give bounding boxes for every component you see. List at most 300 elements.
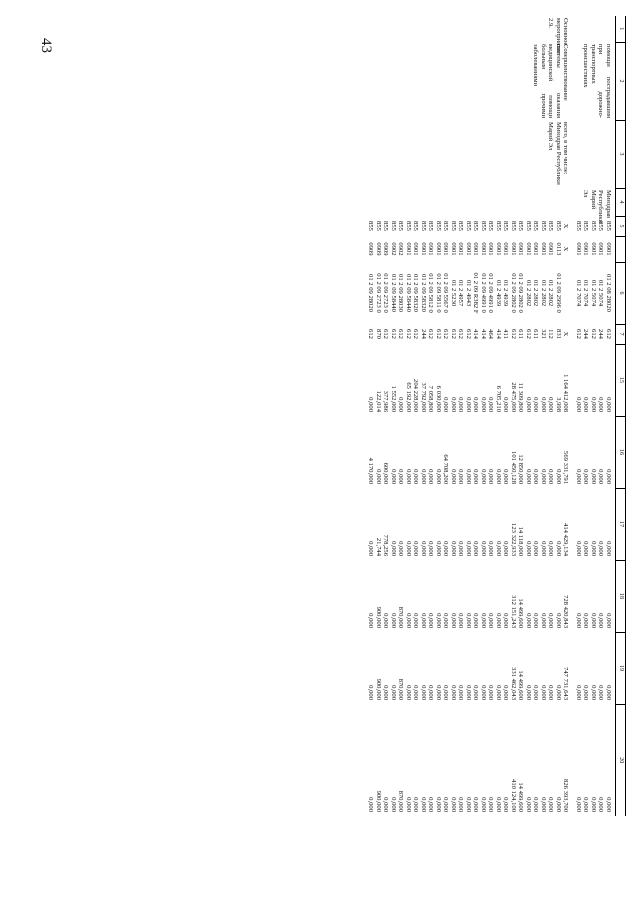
section-code-cell: 0901 <box>517 242 525 256</box>
section-code-cell: 0902 <box>390 242 397 256</box>
target-article-cell: 01 2 09 2723 0 <box>375 273 382 313</box>
gr-code-cell: 855 <box>510 221 517 231</box>
page-number: 43 <box>38 38 54 53</box>
amount-cell: 0,000 <box>582 797 590 812</box>
expense-type-cell: 321 <box>540 329 547 339</box>
expense-type-cell: 612 <box>382 329 390 339</box>
target-article-cell: 01 2 7074 <box>582 279 590 307</box>
expense-type-cell: 870 <box>375 329 382 339</box>
section-code-cell: 0901 <box>502 242 510 256</box>
amount-cell: 6 705,210 <box>495 385 502 412</box>
amount-cell: 0,000 <box>450 541 457 556</box>
amount-cell: 0,000 <box>540 397 547 412</box>
amount-cell: 14 499,600 <box>517 782 525 812</box>
section-code-cell: 0901 <box>450 242 457 256</box>
section-code-cell: 0901 <box>575 242 582 256</box>
section-code-cell: 0901 <box>405 242 412 256</box>
amount-cell: 0,000 <box>582 685 590 700</box>
section-code-cell: 0909 <box>382 242 390 256</box>
amount-cell: 900,000 <box>375 678 382 700</box>
gr-code-cell: 855 <box>502 221 510 231</box>
amount-cell: 0,000 <box>412 469 420 484</box>
expense-type-cell: 831 <box>555 329 562 339</box>
amount-cell: 0,000 <box>367 397 375 412</box>
amount-cell: 0,000 <box>605 541 612 556</box>
amount-cell: 0,000 <box>495 541 502 556</box>
target-article-cell: 01 2 2802 <box>525 279 532 307</box>
amount-cell: 0,000 <box>582 613 590 628</box>
description-cell: Совершенствование системы оказания медицинской помощи больным прочими заболеваниями <box>532 44 570 118</box>
amount-cell: 0,000 <box>420 797 427 812</box>
amount-cell: 0,000 <box>390 469 397 484</box>
amount-cell: 0,000 <box>487 469 495 484</box>
amount-cell: 0,000 <box>427 685 435 700</box>
section-code-cell: 0901 <box>435 242 442 256</box>
gr-code-cell: 855 <box>457 221 465 231</box>
amount-cell: 0,000 <box>457 685 465 700</box>
expense-type-cell: 612 <box>605 329 612 339</box>
amount-cell: 0,000 <box>442 541 450 556</box>
expense-type-cell: 244 <box>597 329 605 339</box>
amount-cell: 0,000 <box>540 685 547 700</box>
amount-cell: 122,014 <box>375 390 382 412</box>
amount-cell: 0,000 <box>405 797 412 812</box>
section-code-cell: 0901 <box>457 242 465 256</box>
header-cell: 6 <box>616 262 626 324</box>
gr-code-cell: 855 <box>397 221 405 231</box>
amount-cell: 0,000 <box>495 613 502 628</box>
amount-cell: 0,000 <box>457 541 465 556</box>
header-cell: 7 <box>616 324 626 344</box>
expense-type-cell: 612 <box>575 329 582 339</box>
header-cell: 18 <box>616 560 626 632</box>
section-code-cell: 0901 <box>525 242 532 256</box>
amount-cell: 0,000 <box>597 797 605 812</box>
amount-cell: 0,000 <box>547 797 555 812</box>
amount-cell: 0,000 <box>435 469 442 484</box>
target-article-cell: 01 2 09 2802 0 <box>517 273 525 313</box>
amount-cell: 600,000 <box>382 462 390 484</box>
amount-cell: 0,000 <box>427 469 435 484</box>
section-code-cell: 0901 <box>487 242 495 256</box>
amount-cell: 0,000 <box>480 613 487 628</box>
section-code-cell: 0901 <box>540 242 547 256</box>
amount-cell: 0,000 <box>465 685 472 700</box>
table-row <box>605 16 616 816</box>
amount-cell: 0,000 <box>532 469 540 484</box>
section-code-cell: 0901 <box>590 242 597 256</box>
amount-cell: 0,000 <box>367 541 375 556</box>
amount-cell: 64 708,200 <box>442 454 450 484</box>
amount-cell: 14 499,600 <box>517 598 525 628</box>
amount-cell: 0,000 <box>525 613 532 628</box>
amount-cell: 0,000 <box>502 613 510 628</box>
amount-cell: 826 393,700 <box>562 779 570 812</box>
gr-code-cell: 855 <box>450 221 457 231</box>
section-code-cell: 0902 <box>397 242 405 256</box>
target-article-cell: 01 2 09 28020 <box>367 274 375 312</box>
amount-cell: 0,000 <box>575 613 582 628</box>
amount-cell: 0,000 <box>605 797 612 812</box>
amount-cell: 0,000 <box>547 613 555 628</box>
amount-cell: 0,000 <box>390 541 397 556</box>
amount-cell: 0,000 <box>367 797 375 812</box>
section-code-cell: 0901 <box>480 242 487 256</box>
amount-cell: 0,000 <box>487 541 495 556</box>
section-code-cell: 0901 <box>532 242 540 256</box>
total-label-cell: всего, в том числе: <box>562 122 570 175</box>
amount-cell: 0,000 <box>472 797 480 812</box>
target-article-cell: 01 2 09 5567 0 <box>442 273 450 313</box>
amount-cell: 0,000 <box>457 797 465 812</box>
amount-cell: 101 450,128 <box>510 451 517 484</box>
expense-type-cell: 612 <box>457 329 465 339</box>
amount-cell: 0,000 <box>367 685 375 700</box>
expense-type-cell: 411 <box>502 329 510 339</box>
amount-cell: 0,000 <box>405 613 412 628</box>
amount-cell: 0,000 <box>532 397 540 412</box>
target-article-cell: 01 2 09 58440 <box>390 274 397 312</box>
expense-type-cell: 612 <box>412 329 420 339</box>
amount-cell: 312 151,243 <box>510 595 517 628</box>
header-cell: 1 <box>616 16 626 42</box>
amount-cell: 0,000 <box>582 397 590 412</box>
amount-cell: 0,000 <box>480 397 487 412</box>
section-code-cell: 0901 <box>547 242 555 256</box>
expense-type-cell: 612 <box>525 329 532 339</box>
rotated-table-area <box>106 16 626 812</box>
amount-cell: 0,000 <box>427 613 435 628</box>
target-article-cell: 01 2 2802 <box>540 279 547 307</box>
target-article-cell: 01 2 2802 <box>547 279 555 307</box>
amount-cell: 0,000 <box>590 469 597 484</box>
section-code-cell: 0901 <box>495 242 502 256</box>
amount-cell: 0,000 <box>590 797 597 812</box>
expense-type-cell: 611 <box>517 329 525 339</box>
amount-cell: 0,000 <box>495 797 502 812</box>
target-article-cell <box>562 262 573 324</box>
gr-code-cell: 855 <box>605 221 612 231</box>
header-cell: 19 <box>616 632 626 704</box>
target-article-cell: 01 2 09 2723 0 <box>382 273 390 313</box>
amount-cell: 0,000 <box>575 469 582 484</box>
target-article-cell: 01 2 7074 <box>575 279 582 307</box>
target-article-cell: 01 2 09 58320 <box>412 274 420 312</box>
target-article-cell: 01 2 5230 <box>450 279 457 307</box>
amount-cell: 0,000 <box>390 797 397 812</box>
gr-code-cell: 855 <box>525 221 532 231</box>
amount-cell: 0,000 <box>540 469 547 484</box>
section-code-cell: 0901 <box>510 242 517 256</box>
section-code-cell: 0901 <box>420 242 427 256</box>
gr-code-cell: 855 <box>582 221 590 231</box>
amount-cell: 0,000 <box>582 469 590 484</box>
amount-cell: 0,000 <box>450 469 457 484</box>
gr-code-cell: 855 <box>367 221 375 231</box>
total-label-cell <box>573 120 616 188</box>
amount-cell: 0,000 <box>472 469 480 484</box>
target-article-cell: 01 2 2802 <box>532 279 540 307</box>
header-cell: 17 <box>616 488 626 560</box>
target-article-cell: 01 2 09 58320 <box>420 274 427 312</box>
amount-cell: 0,000 <box>420 469 427 484</box>
amount-cell: 0,000 <box>450 685 457 700</box>
target-article-cell: 01 2 5074 <box>590 279 597 307</box>
amount-cell: 0,000 <box>390 685 397 700</box>
amount-cell: 0,000 <box>540 797 547 812</box>
amount-cell: 0,000 <box>472 397 480 412</box>
expense-type-cell: 612 <box>450 329 457 339</box>
amount-cell: 0,000 <box>525 469 532 484</box>
table-row <box>555 16 563 816</box>
header-cell: 5 <box>616 216 626 236</box>
amount-cell: 0,000 <box>547 685 555 700</box>
expense-type-cell: 612 <box>405 329 412 339</box>
amount-cell: 0,000 <box>597 469 605 484</box>
amount-cell: 0,000 <box>555 613 562 628</box>
amount-cell: 0,000 <box>532 613 540 628</box>
target-article-cell: 01 2 09 R382 F <box>472 272 480 314</box>
executor-cell: Минздрав Республики Марий Эл <box>582 190 612 224</box>
amount-cell: 0,000 <box>367 613 375 628</box>
target-article-cell: 01 2 09 5811 0 <box>435 273 442 313</box>
amount-cell: 28 475,000 <box>510 382 517 412</box>
amount-cell: 0,000 <box>435 797 442 812</box>
amount-cell: 0,000 <box>575 541 582 556</box>
amount-cell: 0,000 <box>502 397 510 412</box>
expense-type-cell: 612 <box>590 329 597 339</box>
section-code-cell: 0901 <box>597 242 605 256</box>
amount-cell: 0,000 <box>487 685 495 700</box>
amount-cell: 410 124,100 <box>510 779 517 812</box>
header-cell: 15 <box>616 344 626 416</box>
expense-type-cell: 612 <box>397 329 405 339</box>
target-article-cell: 01 2 4957 <box>457 279 465 307</box>
amount-cell: 0,000 <box>555 685 562 700</box>
amount-cell: 0,000 <box>450 613 457 628</box>
amount-cell: 14 499,600 <box>517 670 525 700</box>
amount-cell: 0,000 <box>487 613 495 628</box>
amount-cell: 11 309,800 <box>517 382 525 412</box>
amount-cell: 728 420,843 <box>562 595 570 628</box>
gr-code-cell: 855 <box>480 221 487 231</box>
amount-cell: 0,000 <box>435 685 442 700</box>
amount-cell: 0,000 <box>405 541 412 556</box>
amount-cell: 0,000 <box>382 613 390 628</box>
amount-cell: 1 164 412,008 <box>562 374 570 412</box>
header-cell: 3 <box>616 120 626 188</box>
executor-cell: Минздрав Республики Марий Эл <box>547 122 562 185</box>
amount-cell: 0,000 <box>495 469 502 484</box>
gr-code-cell: 855 <box>435 221 442 231</box>
amount-cell: 0,000 <box>472 685 480 700</box>
amount-cell: 0,000 <box>465 469 472 484</box>
section-code-cell: 0901 <box>412 242 420 256</box>
amount-cell: 0,000 <box>480 797 487 812</box>
total-row <box>562 16 573 816</box>
gr-code-cell: 855 <box>412 221 420 231</box>
amount-cell: 0,000 <box>427 541 435 556</box>
gr-code-cell: 855 <box>555 221 562 231</box>
gr-code-cell: 855 <box>390 221 397 231</box>
amount-cell: 0,000 <box>597 397 605 412</box>
amount-cell: 65 192,000 <box>405 382 412 412</box>
block-first-aid <box>573 16 616 816</box>
amount-cell: 3,998 <box>555 397 562 412</box>
amount-cell: 0,000 <box>480 541 487 556</box>
amount-cell: 0,000 <box>532 685 540 700</box>
expense-type-cell: Х <box>562 331 570 337</box>
amount-cell: 37 792,000 <box>420 382 427 412</box>
gr-code-cell: 855 <box>540 221 547 231</box>
amount-cell: 12 850,000 <box>517 454 525 484</box>
amount-cell: 0,000 <box>502 469 510 484</box>
gr-code-cell: 855 <box>495 221 502 231</box>
target-article-cell: 01 2 09 2802 0 <box>510 273 517 313</box>
amount-cell: 0,000 <box>502 541 510 556</box>
amount-cell: 0,000 <box>525 797 532 812</box>
amount-cell: 0,000 <box>575 397 582 412</box>
amount-cell: 0,000 <box>590 685 597 700</box>
amount-cell: 569 331,791 <box>562 451 570 484</box>
target-article-cell: 01 2 09 2996 0 <box>555 273 562 313</box>
target-article-cell: 01 2 4939 <box>495 279 502 307</box>
gr-code-cell: 855 <box>590 221 597 231</box>
amount-cell: 0,000 <box>597 613 605 628</box>
amount-cell: 0,000 <box>420 541 427 556</box>
expense-type-cell: 612 <box>427 329 435 339</box>
amount-cell: 0,000 <box>465 397 472 412</box>
amount-cell: 0,000 <box>590 613 597 628</box>
amount-cell: 0,000 <box>435 541 442 556</box>
amount-cell: 0,000 <box>605 397 612 412</box>
gr-code-cell: 855 <box>597 221 605 231</box>
amount-cell: 0,000 <box>555 541 562 556</box>
amount-cell: 0,000 <box>450 797 457 812</box>
amount-cell: 21,744 <box>375 537 382 556</box>
amount-cell: 0,000 <box>442 685 450 700</box>
gr-code-cell: 855 <box>375 221 382 231</box>
amount-cell: 0,000 <box>457 613 465 628</box>
amount-cell: 0,000 <box>502 797 510 812</box>
executor-cell <box>367 188 573 216</box>
amount-cell: 0,000 <box>412 613 420 628</box>
gr-code-cell: 855 <box>405 221 412 231</box>
section-code-cell: 0901 <box>465 242 472 256</box>
expense-type-cell: 414 <box>495 329 502 339</box>
section-code-cell: 0901 <box>605 242 612 256</box>
target-article-cell: 01 2 09 5812 0 <box>427 273 435 313</box>
amount-cell: 0,000 <box>465 797 472 812</box>
amount-cell: 0,000 <box>590 541 597 556</box>
target-article-cell: 01 2 09 58440 <box>405 274 412 312</box>
section-code-cell: 0901 <box>472 242 480 256</box>
amount-cell: 414 429,134 <box>562 523 570 556</box>
gr-code-cell: 855 <box>442 221 450 231</box>
amount-cell: 870,000 <box>397 790 405 812</box>
amount-cell: 0,000 <box>555 797 562 812</box>
amount-cell: 0,000 <box>597 685 605 700</box>
header-cell: 4 <box>616 188 626 216</box>
section-code-cell: Х <box>562 246 570 252</box>
amount-cell: 7 058,800 <box>427 385 435 412</box>
expense-type-cell: 611 <box>532 329 540 339</box>
amount-cell: 14 118,000 <box>517 526 525 556</box>
section-code-cell: 0901 <box>582 242 590 256</box>
amount-cell: 0,000 <box>442 797 450 812</box>
amount-cell: 0,000 <box>465 613 472 628</box>
amount-cell: 0,000 <box>525 541 532 556</box>
expense-type-cell: 464 <box>487 329 495 339</box>
amount-cell: 1 552,000 <box>390 385 397 412</box>
amount-cell: 0,000 <box>442 613 450 628</box>
amount-cell: 0,000 <box>487 797 495 812</box>
target-article-cell: 01 2 4939 <box>502 279 510 307</box>
amount-cell: 0,000 <box>605 469 612 484</box>
amount-cell: 0,000 <box>582 541 590 556</box>
gr-code-cell: 855 <box>575 221 582 231</box>
expense-type-cell: 612 <box>435 329 442 339</box>
code-cell: Основное мероприятие 2.9. <box>547 18 570 55</box>
block-measure-2-9 <box>367 16 573 816</box>
gr-code-cell: Х <box>562 223 570 229</box>
gr-code-cell: 855 <box>517 221 525 231</box>
gr-code-cell: 855 <box>420 221 427 231</box>
expense-type-cell: 414 <box>472 329 480 339</box>
amount-cell: 0,000 <box>472 541 480 556</box>
amount-cell: 0,000 <box>487 397 495 412</box>
amount-cell: 0,000 <box>532 541 540 556</box>
amount-cell: 0,000 <box>547 469 555 484</box>
gr-code-cell: 855 <box>427 221 435 231</box>
expense-type-cell: 612 <box>367 329 375 339</box>
amount-cell: 0,000 <box>575 685 582 700</box>
amount-cell: 0,000 <box>590 397 597 412</box>
amount-cell: 0,000 <box>547 397 555 412</box>
amount-cell: 0,000 <box>382 797 390 812</box>
amount-cell: 0,000 <box>375 469 382 484</box>
amount-cell: 0,000 <box>412 541 420 556</box>
section-code-cell: 0901 <box>427 242 435 256</box>
amount-cell: 0,000 <box>532 797 540 812</box>
expense-type-cell: 612 <box>390 329 397 339</box>
amount-cell: 123 322,933 <box>510 523 517 556</box>
amount-cell: 0,000 <box>450 397 457 412</box>
amount-cell: 778,256 <box>382 534 390 556</box>
expense-type-cell: 612 <box>510 329 517 339</box>
target-article-cell: 01 2 5074 <box>597 279 605 307</box>
amount-cell: 0,000 <box>502 685 510 700</box>
amount-cell: 0,000 <box>412 797 420 812</box>
amount-cell: 204 228,000 <box>412 379 420 412</box>
code-cell <box>573 16 616 42</box>
amount-cell: 0,000 <box>547 541 555 556</box>
amount-cell: 0,000 <box>472 613 480 628</box>
amount-cell: 0,000 <box>465 541 472 556</box>
amount-cell: 0,000 <box>435 613 442 628</box>
amount-cell: 0,000 <box>390 613 397 628</box>
section-code-cell: 0909 <box>367 242 375 256</box>
section-code-cell: 0113 <box>555 242 562 256</box>
amount-cell: 870,000 <box>397 678 405 700</box>
amount-cell: 0,000 <box>420 613 427 628</box>
expense-type-cell: 244 <box>420 329 427 339</box>
amount-cell: 0,000 <box>597 541 605 556</box>
amount-cell: 0,000 <box>525 397 532 412</box>
gr-code-cell: 855 <box>487 221 495 231</box>
amount-cell: 6 030,000 <box>435 385 442 412</box>
amount-cell: 0,000 <box>480 469 487 484</box>
